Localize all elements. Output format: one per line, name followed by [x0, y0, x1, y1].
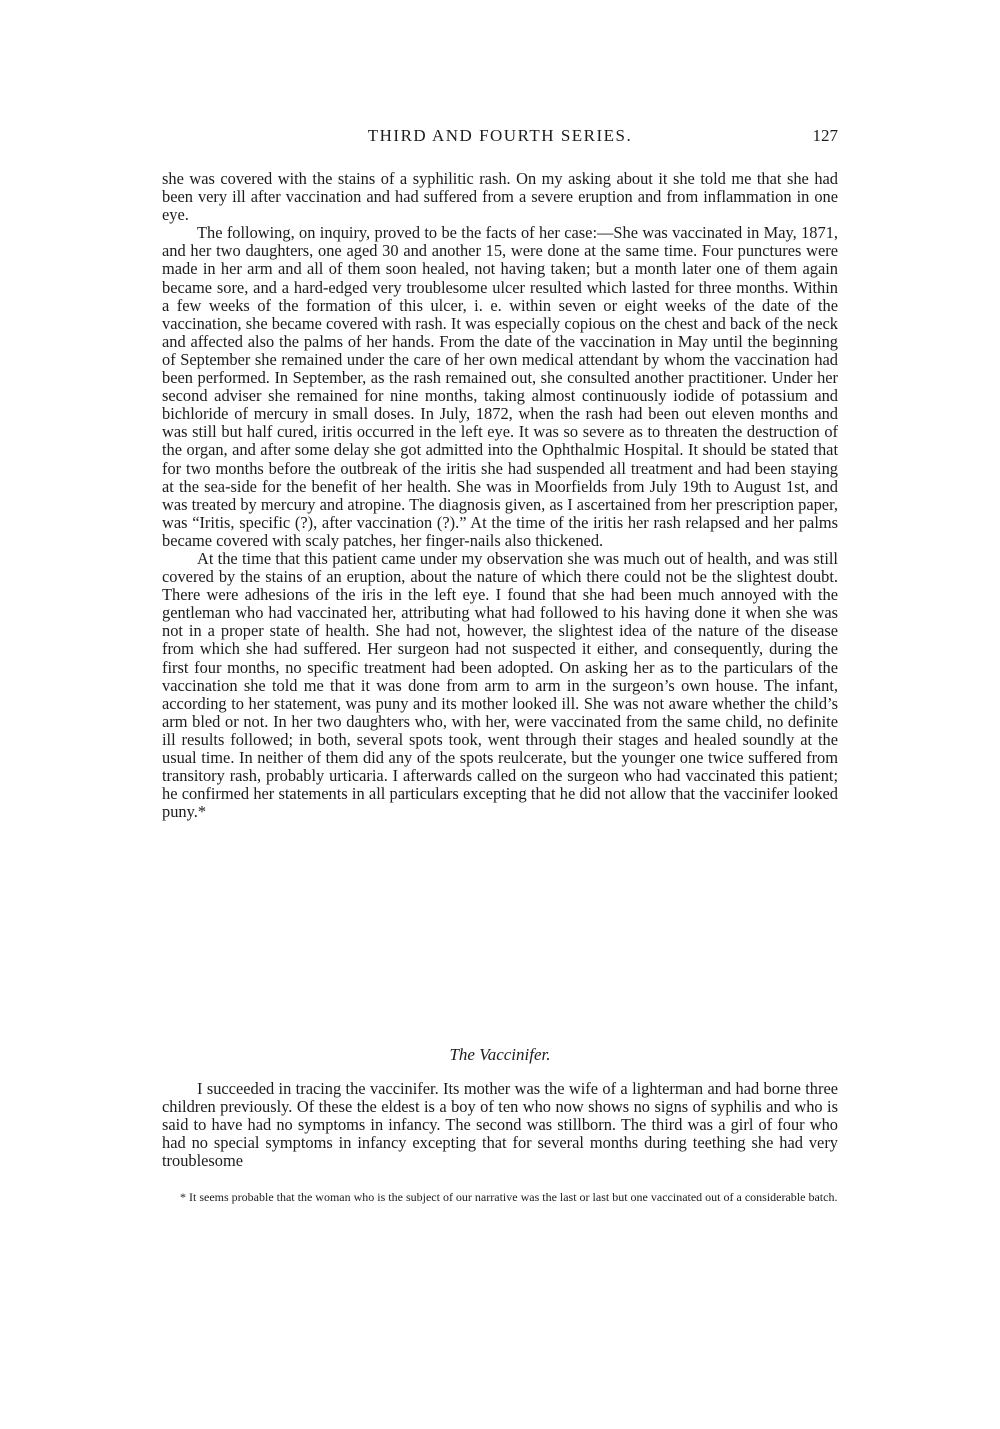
running-title: THIRD AND FOURTH SERIES. [367, 126, 633, 145]
section-heading: The Vaccinifer. [449, 1045, 551, 1064]
page-number: 127 [812, 126, 838, 145]
paragraph-case-facts: The following, on inquiry, proved to be the facts of her case:—She was vaccinated in May, 1871, and her two daughters, one aged 30 and another 15, were done at the same time. Four punctures were made in her arm and all of them soon healed, not having taken; but a month later one of them again became sore, and a hard-edged very troublesome ulcer resulted which lasted for three months. Within a few weeks of the formation of this ulcer, i. e. within seven or eight weeks of the date of the vaccination, she became covered with rash. It was especially copious on the chest and back of the neck and affected also the palms of her hands. From the date of the vaccination in May until the beginning of September she remained under the care of her own medical attendant by whom the vaccination had been performed. In September, as the rash remained out, she consulted another practitioner. Under her second adviser she remained for nine months, taking almost continuously iodide of potassium and bichloride of mercury in small doses. In July, 1872, when the rash had been out eleven months and was still but half cured, iritis occurred in the left eye. It was so severe as to threaten the destruction of the organ, and after some delay she got admitted into the Ophthalmic Hospital. It should be stated that for two months before the outbreak of the iritis she had suspended all treatment and had been staying at the sea-side for the benefit of her health. She was in Moorfields from July 19th to August 1st, and was treated by mercury and atropine. The diagnosis given, as I ascertained from her prescription paper, was “Iritis, specific (?), after vaccination (?).” At the time of the iritis her rash relapsed and her palms became covered with scaly patches, her finger-nails also thickened. [162, 223, 838, 550]
footnote: * It seems probable that the woman who is the subject of our narrative was the last or last but one vaccinated out of a considerable batch. [180, 1190, 838, 1204]
paragraph-observation: At the time that this patient came under my observation she was much out of health, and was still covered by the stains of an eruption, about the nature of which there could not be the slightest doubt. There were adhesions of the iris in the left eye. I found that she had been much annoyed with the gentleman who had vaccinated her, attributing what had followed to his having done it when she was not in a proper state of health. She had not, however, the slightest idea of the nature of the disease from which she had suffered. Her surgeon had not suspected it either, and consequently, during the first four months, no specific treatment had been adopted. On asking her as to the particulars of the vaccination she told me that it was done from arm to arm in the surgeon’s own house. The infant, according to her statement, was puny and its mother looked ill. She was not aware whether the child’s arm bled or not. In her two daughters who, with her, were vaccinated from the same child, no definite ill results followed; in both, several spots took, went through their stages and healed soundly at the usual time. In neither of them did any of the spots reulcerate, but the younger one twice suffered from transitory rash, probably urticaria. I afterwards called on the surgeon who had vaccinated this patient; he confirmed her statements in all particulars excepting that he did not allow that the vaccinifer looked puny.* [162, 548, 838, 822]
body-text [162, 170, 838, 821]
paragraph-vaccinifer: I succeeded in tracing the vaccinifer. Its mother was the wife of a lighterman and had borne three children previously. Of these the eldest is a boy of ten who now shows no signs of syphilis and who is said to have had no symptoms in infancy. The second was stillborn. The third was a girl of four who had no special symptoms in infancy excepting that for several months during teething she had very troublesome [162, 1079, 838, 1171]
paragraph-continuation: she was covered with the stains of a syphilitic rash. On my asking about it she told me that she had been very ill after vaccination and had suffered from a severe eruption and from inflammation in one eye. [162, 169, 838, 225]
section-text [162, 1080, 838, 1170]
running-head [162, 126, 838, 156]
